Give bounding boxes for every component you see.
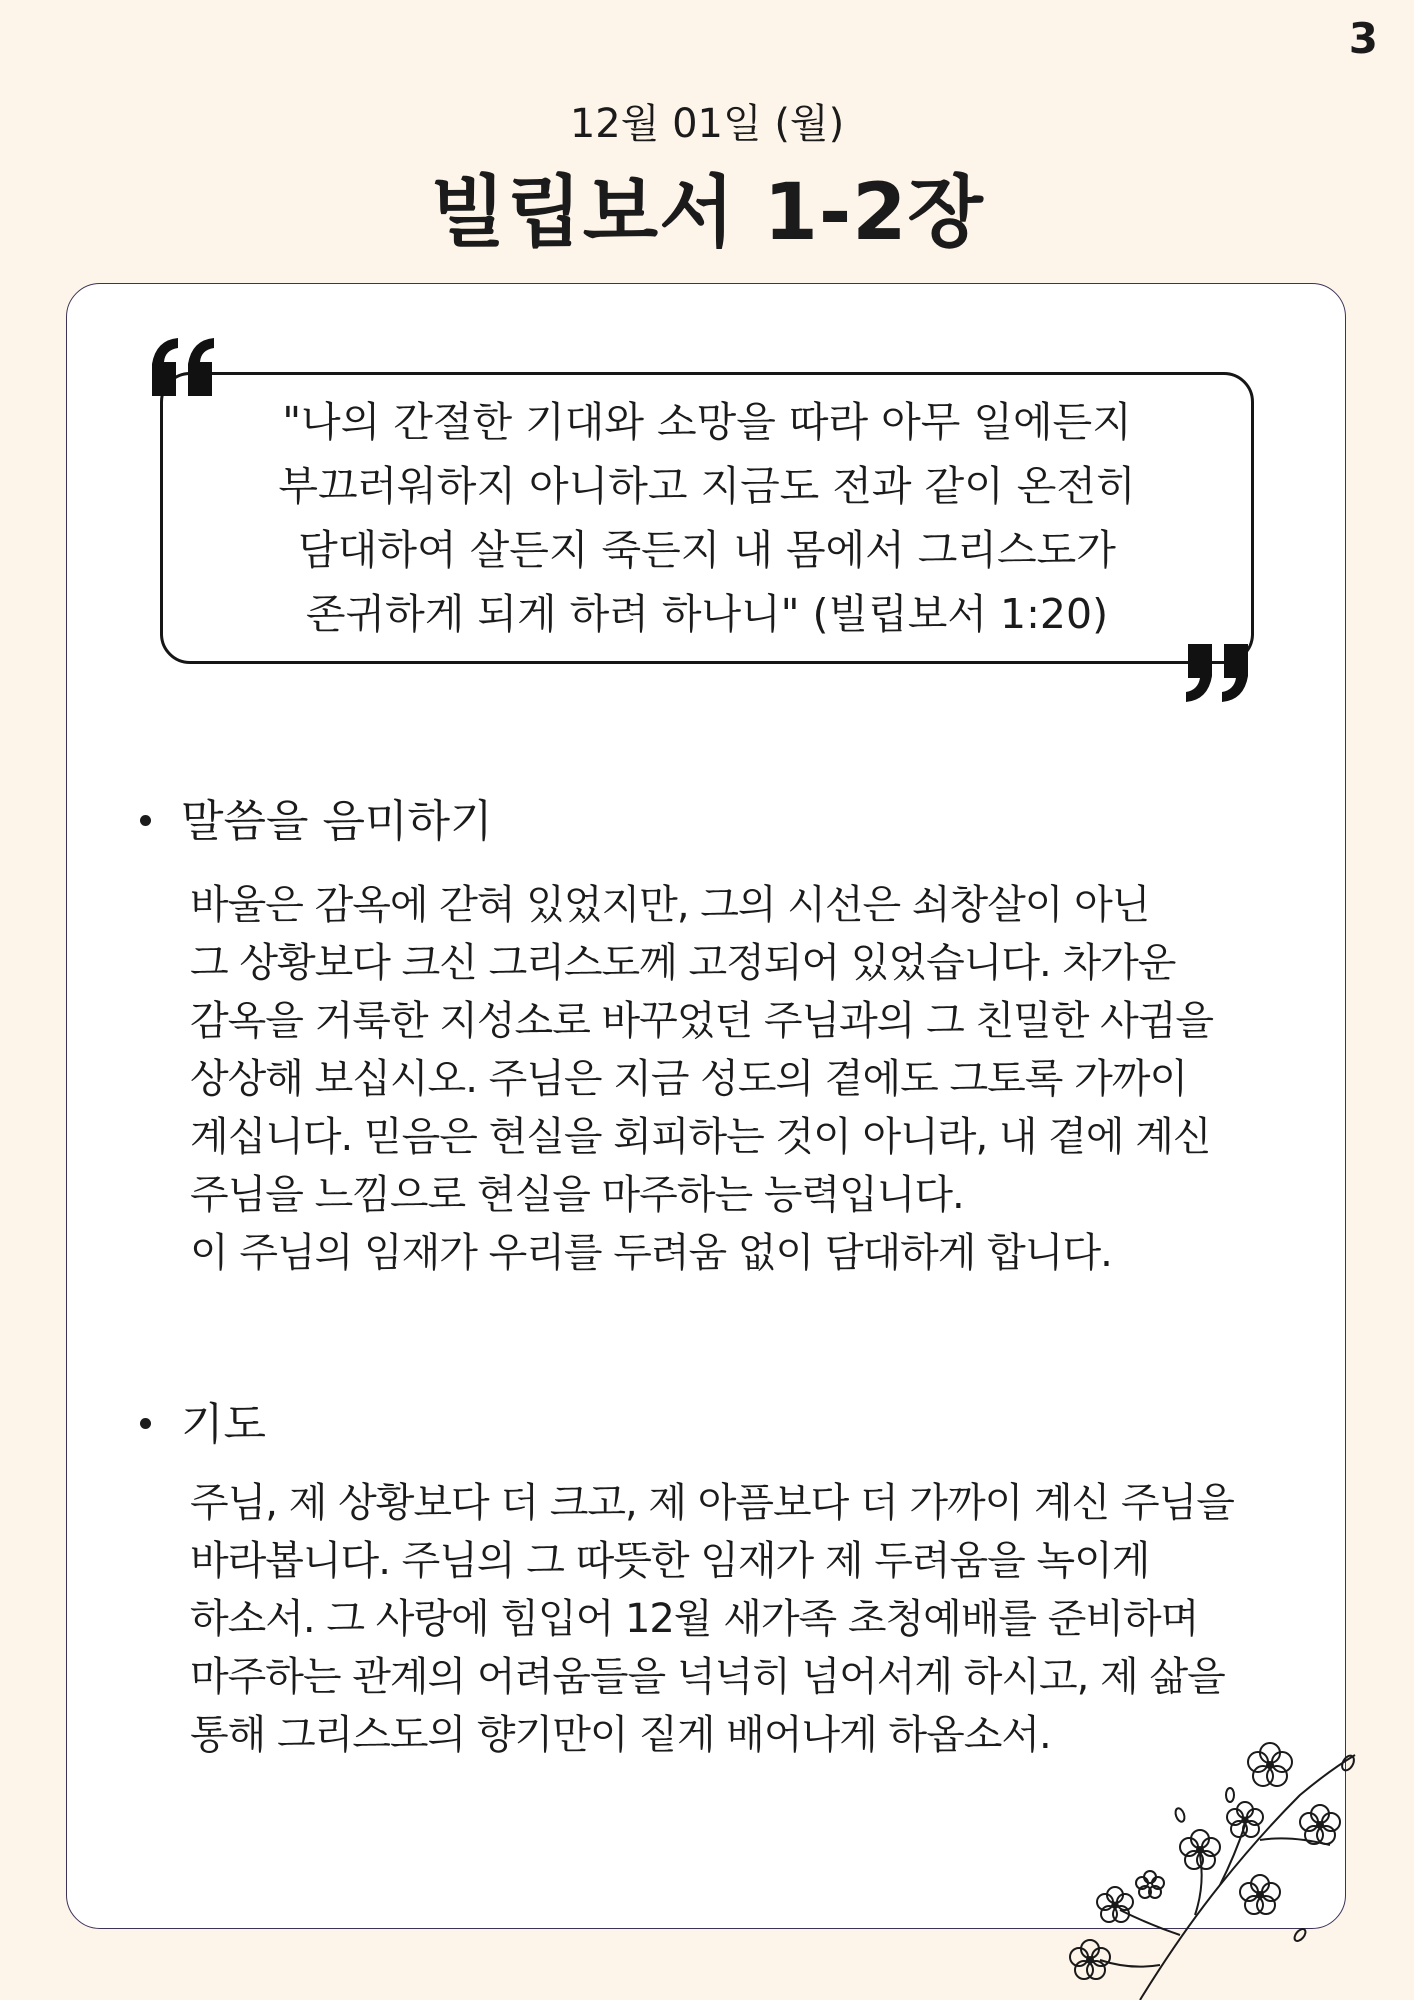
page-number: 3 xyxy=(1348,14,1378,63)
text-line: 하소서. 그 사랑에 힘입어 12월 새가족 초청예배를 준비하며 xyxy=(190,1596,1199,1642)
text-line: 바울은 감옥에 갇혀 있었지만, 그의 시선은 쇠창살이 아닌 xyxy=(190,882,1150,928)
text-line: 바라봅니다. 주님의 그 따뜻한 임재가 제 두려움을 녹이게 xyxy=(190,1538,1150,1584)
section-heading-label: 기도 xyxy=(181,1399,267,1450)
bible-quote xyxy=(160,390,1254,646)
blossom-branch-icon xyxy=(1030,1735,1360,2000)
quote-line: 존귀하게 되게 하려 하나니" (빌립보서 1:20) xyxy=(305,590,1109,638)
text-line: 상상해 보십시오. 주님은 지금 성도의 곁에도 그토록 가까이 xyxy=(190,1056,1188,1102)
close-quote-icon xyxy=(1184,636,1254,706)
bullet-icon xyxy=(140,1418,151,1429)
quote-line: "나의 간절한 기대와 소망을 따라 아무 일에든지 xyxy=(282,398,1132,446)
quote-line: 담대하여 살든지 죽든지 내 몸에서 그리스도가 xyxy=(298,526,1116,574)
text-line: 이 주님의 임재가 우리를 두려움 없이 담대하게 합니다. xyxy=(190,1230,1112,1276)
text-line: 그 상황보다 크신 그리스도께 고정되어 있었습니다. 차가운 xyxy=(190,940,1176,986)
text-line: 통해 그리스도의 향기만이 짙게 배어나게 하옵소서. xyxy=(190,1712,1051,1758)
section-heading-label: 말씀을 음미하기 xyxy=(181,796,493,847)
text-line: 주님, 제 상황보다 더 크고, 제 아픔보다 더 가까이 계신 주님을 xyxy=(190,1480,1234,1526)
quote-line: 부끄러워하지 아니하고 지금도 전과 같이 온전히 xyxy=(278,462,1136,510)
text-line: 마주하는 관계의 어려움들을 넉넉히 넘어서게 하시고, 제 삶을 xyxy=(190,1654,1225,1700)
section-heading-prayer xyxy=(140,1388,266,1452)
text-line: 계십니다. 믿음은 현실을 회피하는 것이 아니라, 내 곁에 계신 xyxy=(190,1114,1211,1160)
bullet-icon xyxy=(140,815,151,826)
section-heading-meditation xyxy=(140,785,493,849)
date-label: 12월 01일 (월) xyxy=(569,101,845,147)
prayer-text xyxy=(190,1474,1320,1764)
text-line: 감옥을 거룩한 지성소로 바꾸었던 주님과의 그 친밀한 사귐을 xyxy=(190,998,1214,1044)
text-line: 주님을 느낌으로 현실을 마주하는 능력입니다. xyxy=(190,1172,964,1218)
page-title: 빌립보서 1-2장 xyxy=(430,168,984,258)
meditation-text xyxy=(190,876,1320,1282)
